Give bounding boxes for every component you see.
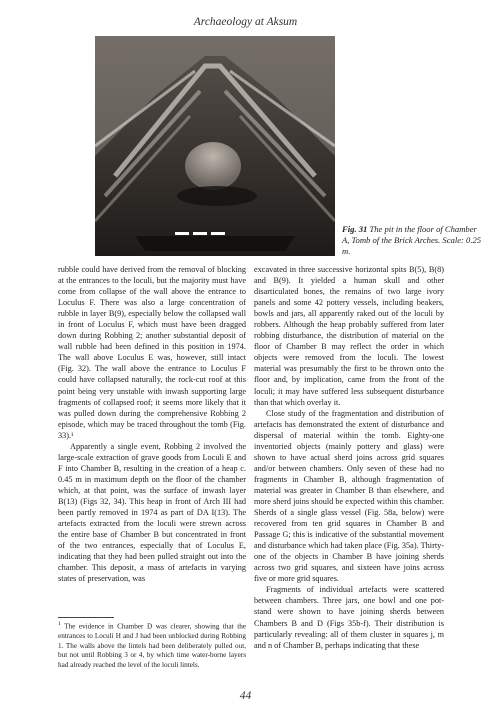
right-column [254,264,444,651]
figure-caption [342,224,482,257]
paragraph: rubble could have derived from the removal of blocking at the entrances to the loculi, but the majority must have come from collapse of the wall above the entrance to Loculus F. There was also a large concentration of rubble in layer B(9), especially below the collapsed wall in front of Loculus F, which must have been dragged down during Robbing 2; another substantial deposit of wall rubble had been defined in this position in 1974. The wall above Loculus E was, however, still intact (Fig. 32). The wall above the entrance to Loculus F could have collapsed naturally, the rock-cut roof at this point being very unstable with inwash supporting large fragments of collapsed roof; it seems more likely that it was pulled down during the comprehensive Robbing 2 episode, which may be traced throughout the tomb (Fig. 33).¹ [58,265,246,440]
left-column [58,264,246,584]
figure-caption-text: The pit in the floor of Chamber A, Tomb of the Brick Arches. Scale: 0.25 m. [342,224,482,256]
scale-bar-segment [193,232,207,235]
paragraph: Close study of the fragmentation and distribution of artefacts has demonstrated the extent of disturbance and dispersal of material within the tomb. Eighty-one inventoried objects (mainly pottery and glass) were shown to have actual sherd joins across grid squares and/or between chambers. Only seven of these had no fragments in Chamber B, although fragmentation of material was greater in Chamber B than elsewhere, and more sherd joins should be expected within this chamber. Sherds of a single glass vessel (Fig. 58a, below) were recovered from ten grid squares in Chamber B and Passage G; this is indicative of the substantial movement and disturbance which had taken place (Fig. 35a). Thirty-one of the objects in Chamber B have joining sherds across two grid squares, and sixteen have joins across five or more grid squares. [254,408,444,584]
paragraph: excavated in three successive horizontal spits B(5), B(8) and B(9). It yielded a human skull and other disarticulated bones, the remains of two large ivory panels and some 42 pottery vessels, including beakers, bowls and jars, all apparently raked out of the loculi by robbers. Although the heap probably suffered from later robbing disturbance, the distribution of material on the floor of Chamber B may reflect the order in which objects were removed from the loculi. The lowest material was presumably the first to be thrown onto the floor and, by implication, came from the front of the loculi; it may have suffered less subsequent disturbance than that which overlay it. [254,265,444,407]
paragraph: Fragments of individual artefacts were scattered between chambers. Three jars, one bowl and one pot-stand were shown to have joining sherds between Chambers B and D (Figs 35b-f). Their distribution is particularly revealing: all of them cluster in squares j, m and n of Chamber B, perhaps indicating that these [254,585,444,650]
running-head: Archaeology at Aksum [193,16,298,28]
footnote-text: The evidence in Chamber D was clearer, showing that the entrances to Loculi H and J had been unblocked during Robbing 1. The walls above the lintels had been deliberately pulled out, but not until Robbing 3 or 4, by which time water-borne layers had already reached the level of the loculi lintels. [58,622,246,669]
scale-bar-segment [175,232,189,235]
figure-label: Fig. 31 [342,224,368,234]
footnote-marker: 1 [58,621,61,627]
figure-photo [95,36,335,256]
footnote-divider [58,617,114,618]
paragraph: Apparently a single event, Robbing 2 involved the large-scale extraction of grave goods from Loculi E and F into Chamber B, resulting in the creation of a heap c. 0.45 m in maximum depth on the floor of the chamber which, at that point, was the surface of inwash layer B(13) (Figs 32, 34). This heap in front of Arch III had been partly removed in 1974 as part of DA I(13). The artefacts extracted from the loculi were strewn across the entire base of Chamber B but concentrated in front of the two entrances, especially that of Loculus E, indicating that they had been pulled straight out into the chamber. This deposit, a mass of artefacts in varying states of preservation, was [58,441,246,584]
scale-bar-segment [211,232,225,235]
page-number: 44 [239,690,252,702]
footnote [58,620,246,670]
tomb-pit-photo [95,36,335,256]
